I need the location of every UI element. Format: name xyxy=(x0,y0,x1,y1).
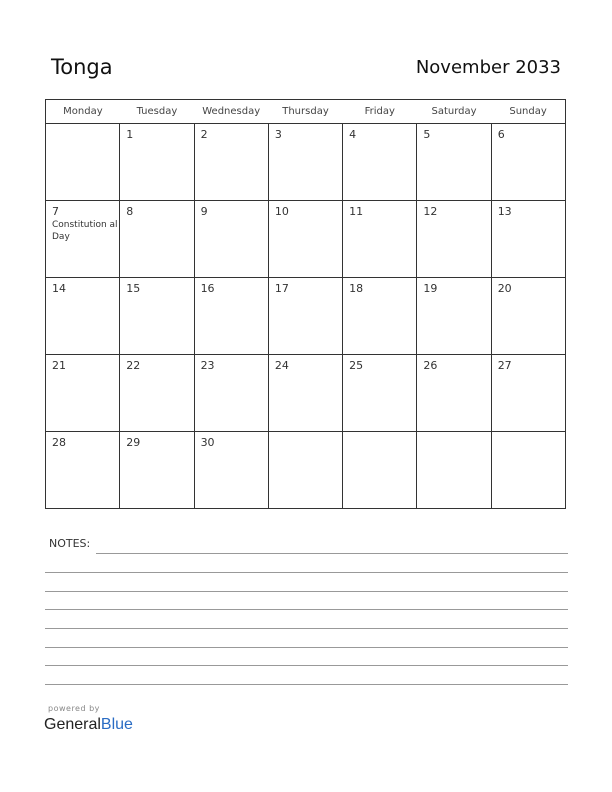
week-row xyxy=(46,432,566,509)
day-cell xyxy=(491,201,565,278)
weekday-thursday: Thursday xyxy=(268,100,342,124)
day-cell xyxy=(120,355,194,432)
calendar-grid xyxy=(45,99,566,509)
day-number: 20 xyxy=(497,282,512,295)
day-cell xyxy=(120,201,194,278)
note-line xyxy=(45,647,568,648)
day-cell xyxy=(491,355,565,432)
day-number xyxy=(269,432,342,436)
day-cell xyxy=(194,124,268,201)
powered-by-text: powered by xyxy=(48,704,100,713)
day-number: 3 xyxy=(274,128,282,141)
day-number: 30 xyxy=(200,436,215,449)
day-cell xyxy=(268,201,342,278)
note-line xyxy=(45,609,568,610)
day-number: 6 xyxy=(497,128,505,141)
day-number xyxy=(343,432,416,436)
note-line xyxy=(45,591,568,592)
day-cell xyxy=(417,201,491,278)
day-number: 22 xyxy=(126,359,141,372)
day-cell xyxy=(46,124,120,201)
day-number: 29 xyxy=(126,436,141,449)
day-cell xyxy=(343,201,417,278)
day-number: 9 xyxy=(200,205,208,218)
day-cell xyxy=(46,201,120,278)
day-number: 15 xyxy=(126,282,141,295)
day-cell xyxy=(491,432,565,509)
day-cell xyxy=(120,278,194,355)
day-number xyxy=(417,432,490,436)
weekday-monday: Monday xyxy=(46,100,120,124)
day-cell xyxy=(268,432,342,509)
week-row xyxy=(46,201,566,278)
day-cell xyxy=(417,355,491,432)
day-number: 8 xyxy=(126,205,134,218)
notes-label: NOTES: xyxy=(49,537,91,550)
day-cell xyxy=(46,278,120,355)
week-row xyxy=(46,278,566,355)
day-cell xyxy=(417,124,491,201)
day-number xyxy=(46,124,119,128)
day-number: 10 xyxy=(274,205,289,218)
logo-general: General xyxy=(44,716,101,733)
day-number: 24 xyxy=(274,359,289,372)
day-cell xyxy=(343,278,417,355)
note-line xyxy=(45,684,568,685)
day-number: 28 xyxy=(52,436,66,449)
weekday-saturday: Saturday xyxy=(417,100,491,124)
day-number: 18 xyxy=(349,282,364,295)
day-number: 21 xyxy=(52,359,66,372)
day-number: 5 xyxy=(423,128,431,141)
day-cell xyxy=(46,355,120,432)
weekday-tuesday: Tuesday xyxy=(120,100,194,124)
day-number: 14 xyxy=(52,282,66,295)
day-cell xyxy=(268,124,342,201)
day-cell xyxy=(343,432,417,509)
day-number: 26 xyxy=(423,359,438,372)
week-row xyxy=(46,355,566,432)
week-row xyxy=(46,124,566,201)
day-cell xyxy=(268,278,342,355)
day-number: 11 xyxy=(349,205,364,218)
day-cell xyxy=(120,124,194,201)
weekday-sunday: Sunday xyxy=(491,100,565,124)
day-number: 4 xyxy=(349,128,357,141)
month-year-title: November 2033 xyxy=(415,57,561,78)
day-number: 25 xyxy=(349,359,364,372)
note-line xyxy=(96,553,568,554)
day-number xyxy=(492,432,565,436)
holiday-label: Constitution al Day xyxy=(52,220,118,242)
day-number: 27 xyxy=(497,359,512,372)
note-line xyxy=(45,628,568,629)
day-number: 12 xyxy=(423,205,438,218)
country-title: Tonga xyxy=(51,55,113,79)
day-cell xyxy=(417,432,491,509)
day-cell xyxy=(194,432,268,509)
logo-blue: Blue xyxy=(100,716,133,733)
day-cell xyxy=(120,432,194,509)
day-cell xyxy=(194,278,268,355)
day-cell xyxy=(491,124,565,201)
day-number: 1 xyxy=(126,128,134,141)
note-line xyxy=(45,665,568,666)
weekday-header-row xyxy=(46,100,566,124)
day-cell xyxy=(343,124,417,201)
day-cell xyxy=(417,278,491,355)
day-cell xyxy=(491,278,565,355)
day-cell xyxy=(268,355,342,432)
day-number: 2 xyxy=(200,128,208,141)
generalblue-logo xyxy=(44,716,133,734)
day-cell xyxy=(194,201,268,278)
weekday-wednesday: Wednesday xyxy=(194,100,268,124)
weekday-friday: Friday xyxy=(343,100,417,124)
day-number: 23 xyxy=(200,359,215,372)
day-number: 13 xyxy=(497,205,512,218)
note-line xyxy=(45,572,568,573)
day-number: 16 xyxy=(200,282,215,295)
day-cell xyxy=(46,432,120,509)
day-number: 7 xyxy=(52,205,59,218)
day-number: 19 xyxy=(423,282,438,295)
day-number: 17 xyxy=(274,282,289,295)
day-cell xyxy=(343,355,417,432)
day-cell xyxy=(194,355,268,432)
